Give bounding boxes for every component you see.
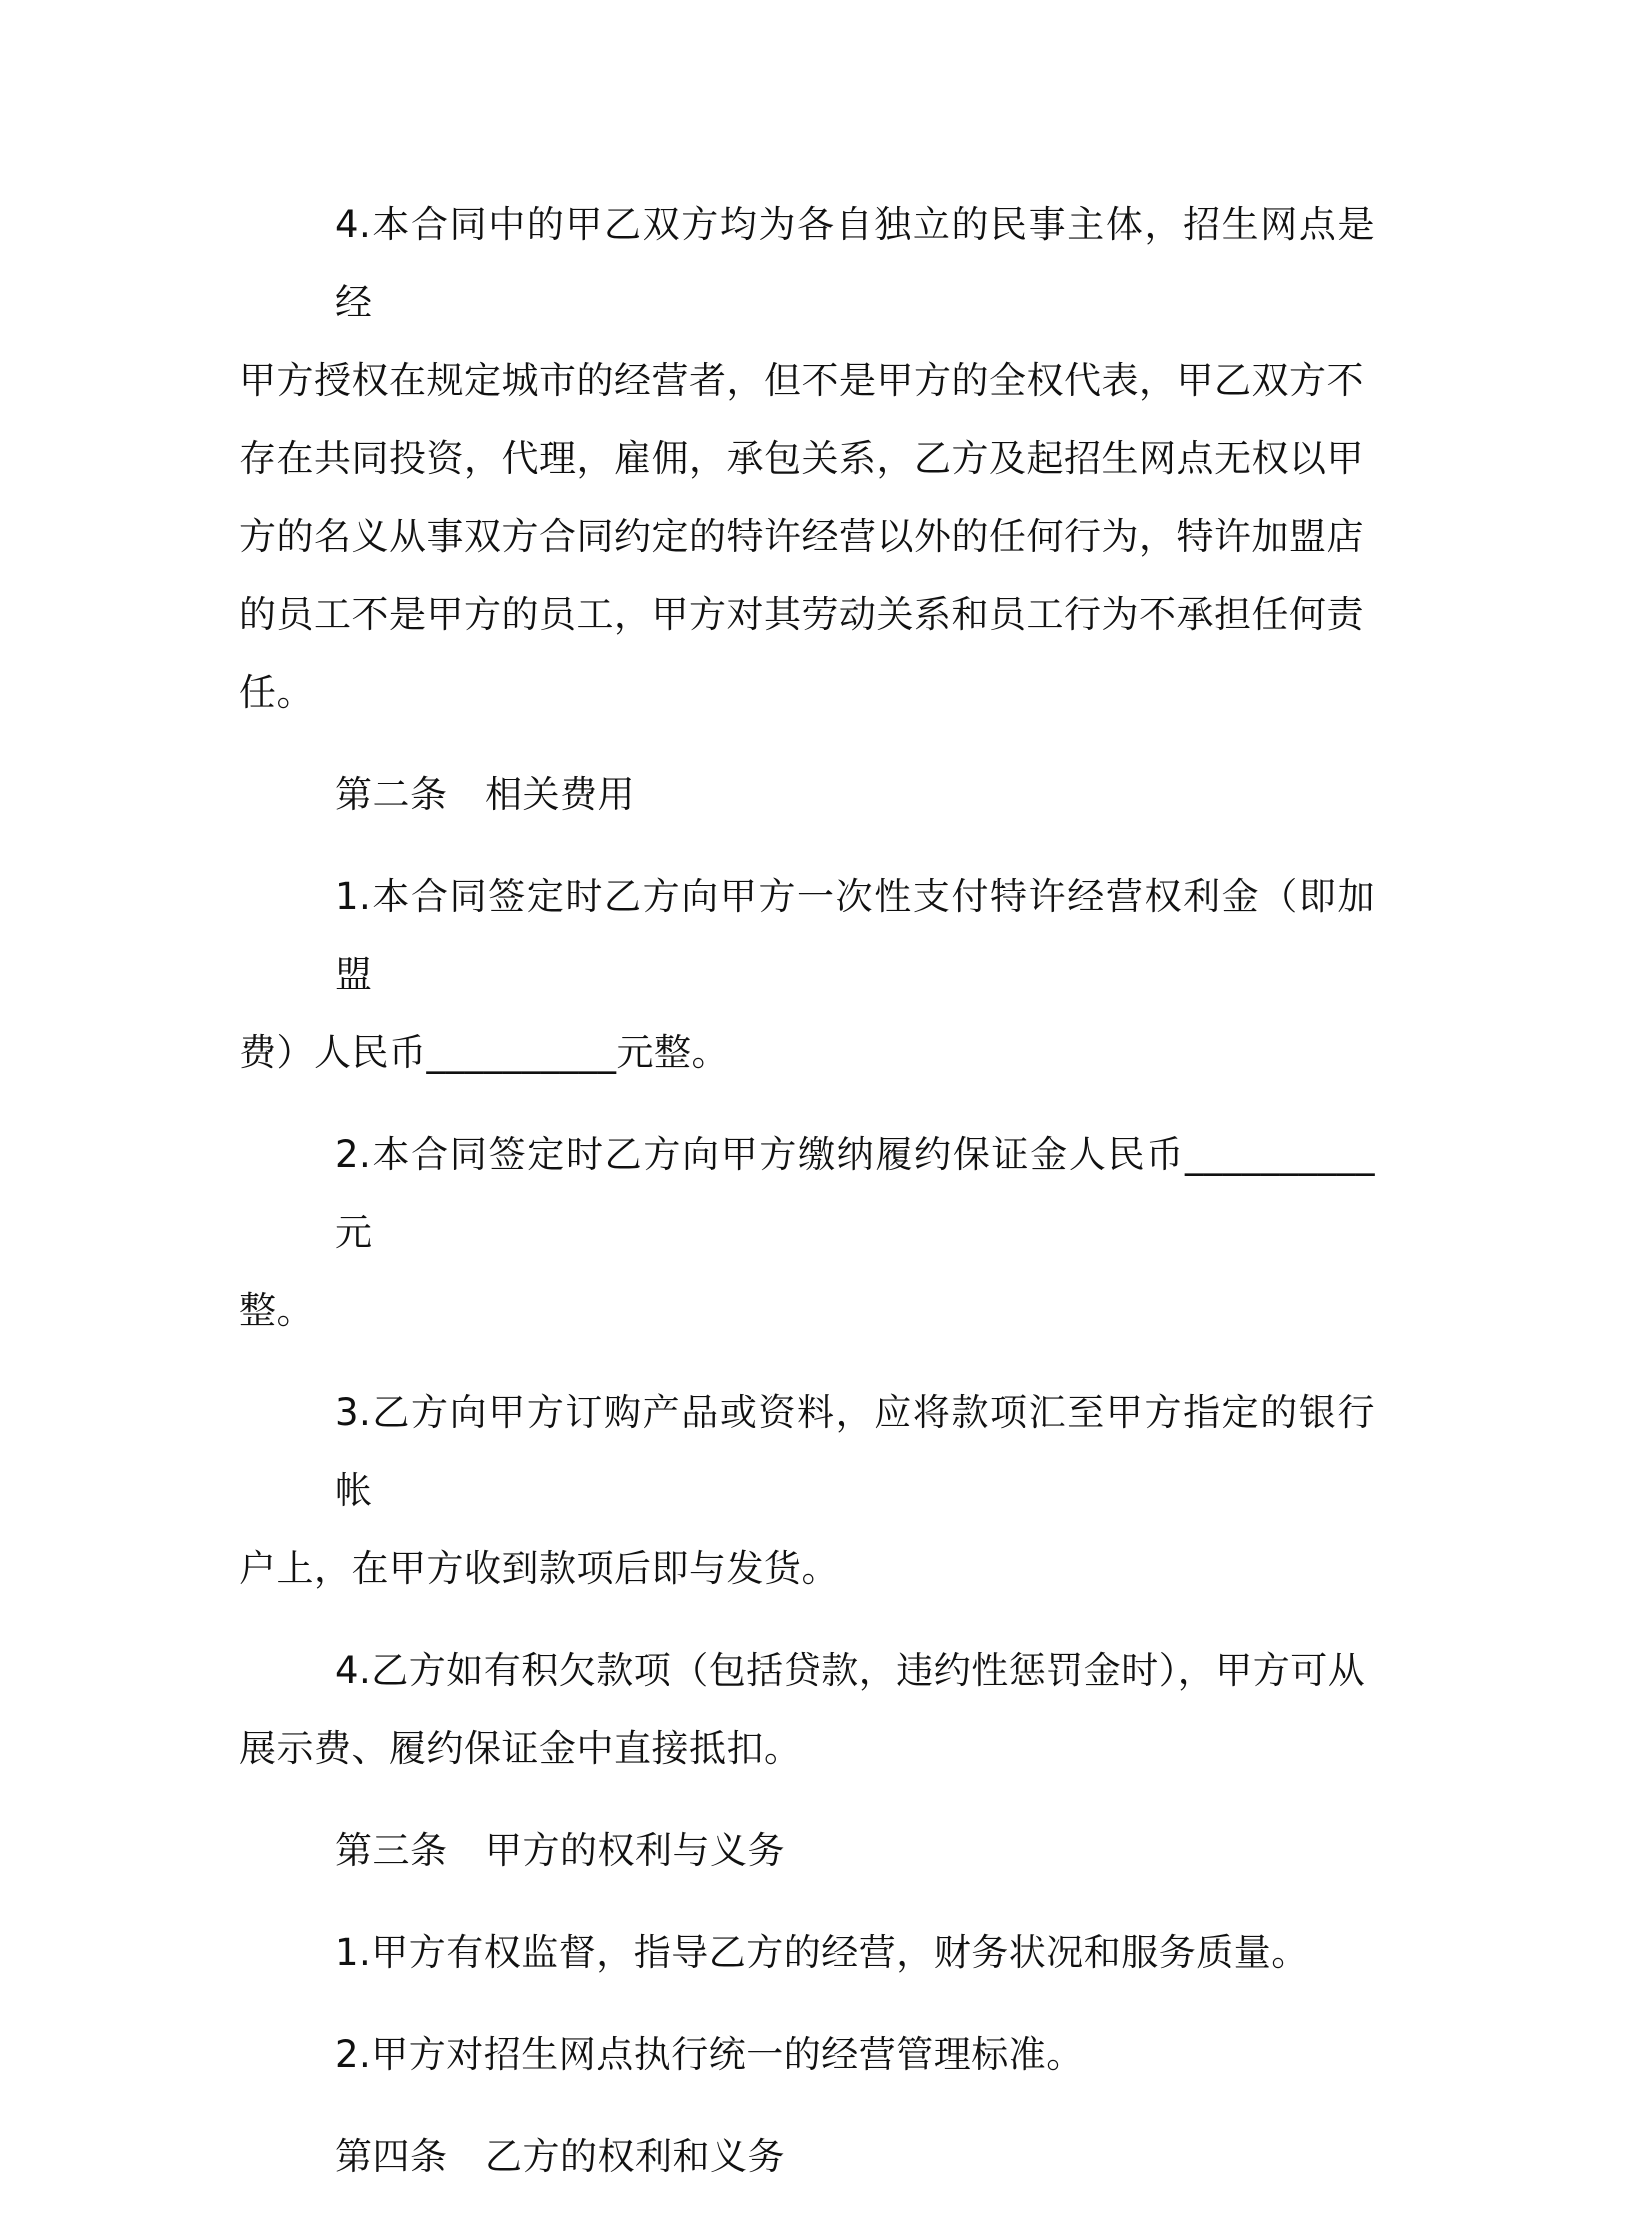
clause-3-item-2	[239, 2016, 1375, 2094]
clause-3-item-1	[239, 1914, 1375, 1992]
text-line: 费）人民币__________元整。	[239, 1031, 729, 1074]
clause-3-heading: 第三条 甲方的权利与义务	[335, 1829, 785, 1872]
clause-1-item-4	[239, 186, 1375, 732]
text-line: 存在共同投资，代理，雇佣，承包关系，乙方及起招生网点无权以甲	[239, 437, 1364, 480]
text-line: 甲方授权在规定城市的经营者，但不是甲方的全权代表，甲乙双方不	[239, 359, 1364, 402]
text-line: 的员工不是甲方的员工，甲方对其劳动关系和员工行为不承担任何责	[239, 593, 1364, 636]
text-line: 整。	[239, 1289, 314, 1332]
text-line: 展示费、履约保证金中直接抵扣。	[239, 1727, 802, 1770]
text-line: 1.本合同签定时乙方向甲方一次性支付特许经营权利金（即加盟	[335, 875, 1375, 996]
clause-2-heading: 第二条 相关费用	[335, 773, 635, 816]
text-line: 方的名义从事双方合同约定的特许经营以外的任何行为，特许加盟店	[239, 515, 1364, 558]
text-line: 户上，在甲方收到款项后即与发货。	[239, 1547, 839, 1590]
text-line: 1.甲方有权监督，指导乙方的经营，财务状况和服务质量。	[335, 1931, 1309, 1974]
clause-2-item-2	[239, 1116, 1375, 1350]
text-line: 4.本合同中的甲乙双方均为各自独立的民事主体，招生网点是经	[335, 203, 1375, 324]
text-line: 2.甲方对招生网点执行统一的经营管理标准。	[335, 2033, 1084, 2076]
document-body	[239, 186, 1375, 2220]
text-line: 4.乙方如有积欠款项（包括贷款，违约性惩罚金时），甲方可从	[335, 1649, 1366, 1692]
clause-2-item-3	[239, 1374, 1375, 1608]
clause-2-item-4	[239, 1632, 1375, 1788]
text-line: 任。	[239, 671, 314, 714]
text-line: 3.乙方向甲方订购产品或资料，应将款项汇至甲方指定的银行帐	[335, 1391, 1375, 1512]
text-line: 2.本合同签定时乙方向甲方缴纳履约保证金人民币__________元	[335, 1133, 1375, 1254]
clause-4-heading: 第四条 乙方的权利和义务	[335, 2135, 785, 2178]
clause-2-item-1	[239, 858, 1375, 1092]
